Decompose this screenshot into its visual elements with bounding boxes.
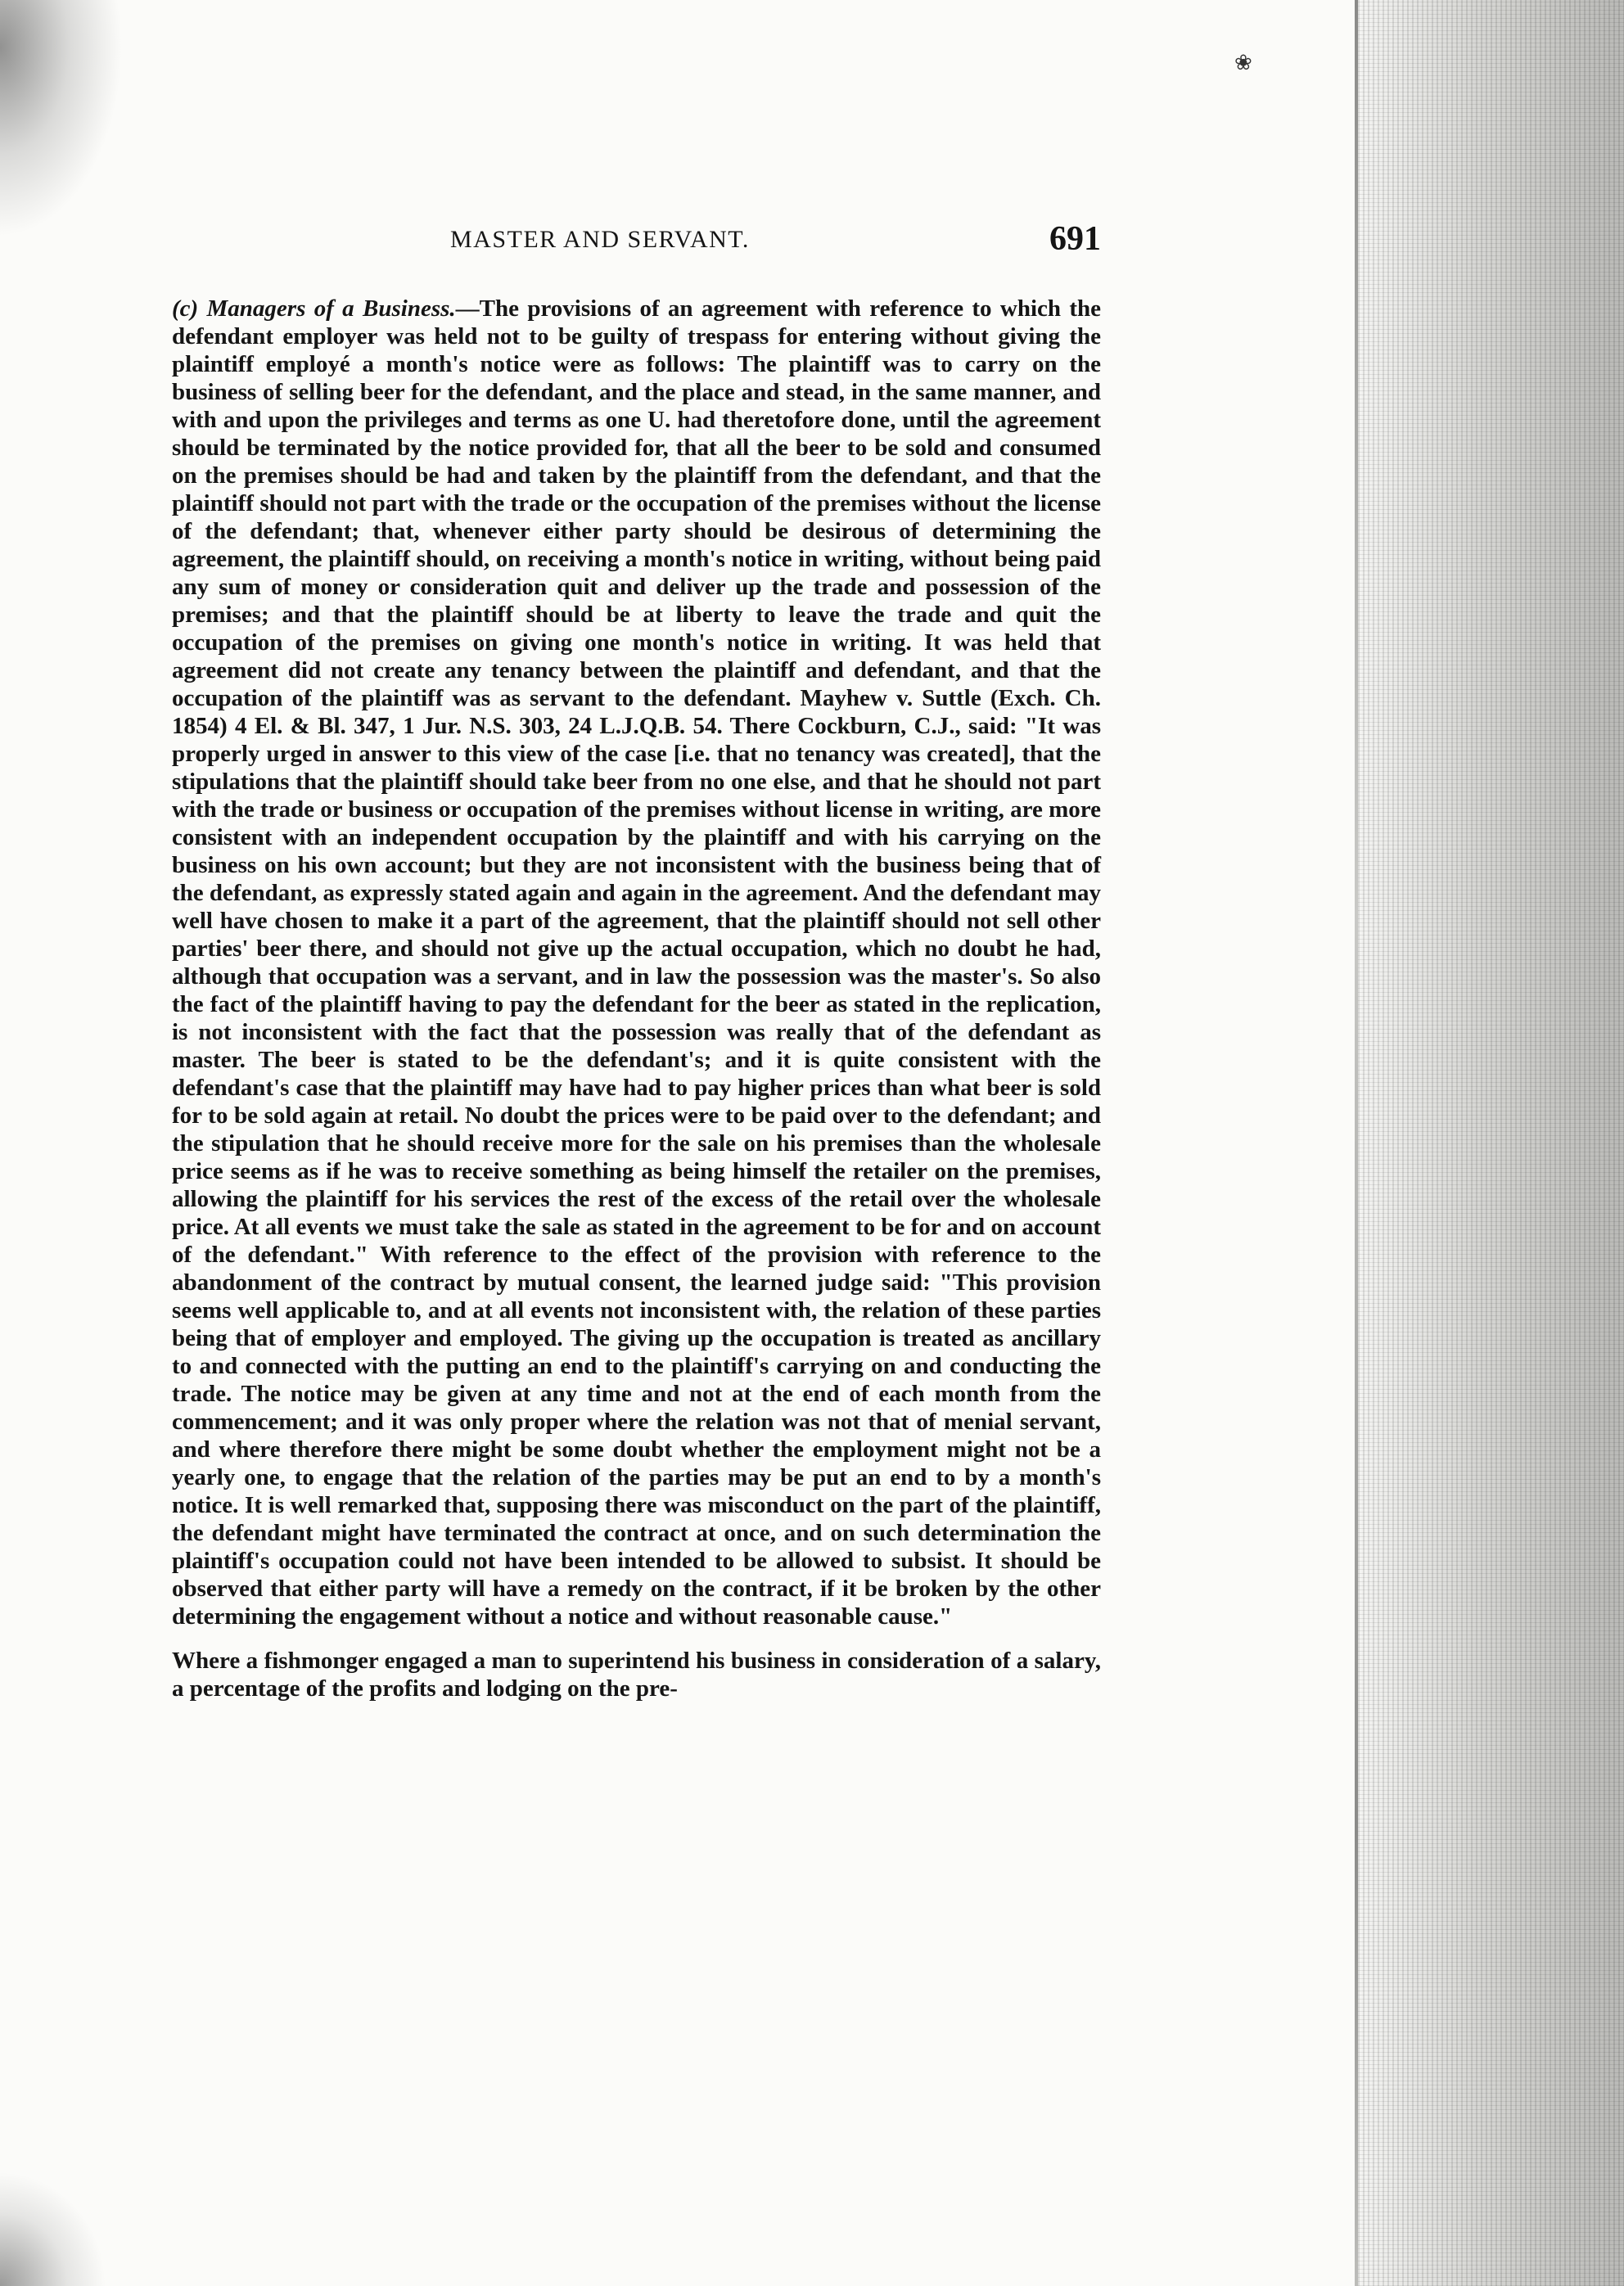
paragraph xyxy=(172,1647,1101,1702)
section-lead: (c) Managers of a Business. xyxy=(172,295,456,322)
page-header xyxy=(172,219,1101,260)
page-number: 691 xyxy=(1049,220,1101,258)
paragraph xyxy=(172,295,1101,1630)
running-head: MASTER AND SERVANT. xyxy=(450,226,750,253)
scan-shadow-bottom-left xyxy=(0,2171,106,2286)
scan-shadow-top-left xyxy=(0,0,123,237)
body-text xyxy=(172,295,1101,1702)
scan-noise-right-edge xyxy=(1358,0,1624,2286)
paragraph-text: —The provisions of an agreement with reference to which the defendant employer was held not to be guilty of trespass for entering without giving the plaintiff employé a month's notice were as follows: The plaintiff was to carry on the business of selling beer for the defendant, and the place and stead, in the same manner, and with and upon the privileges and terms as one U. had theretofore done, until the agreement should be terminated by the notice provided for, that all the beer to be sold and consumed on the premises should be had and taken by the plaintiff from the defendant, and that the plaintiff should not part with the trade or the occupation of the premises without the license of the defendant; that, whenever either party should be desirous of determining the agreement, the plaintiff should, on receiving a month's notice in writing, without being paid any sum of money or consideration quit and deliver up the trade and possession of the premises; and that the plaintiff should be at liberty to leave the trade and quit the occupation of the premises on giving one month's notice in writing. It was held that agreement did not create any tenancy between the plaintiff and defendant, and that the occupation of the plaintiff was as servant to the defendant. Mayhew v. Suttle (Exch. Ch. 1854) 4 El. & Bl. 347, 1 Jur. N.S. 303, 24 L.J.Q.B. 54. There Cockburn, C.J., said: "It was properly urged in answer to this view of the case [i.e. that no tenancy was created], that the stipulations that the plaintiff should take beer from no one else, and that he should not part with the trade or business or occupation of the premises without license in writing, are more consistent with an independent occupation by the plaintiff and with his carrying on the business on his own account; but they are not inconsistent with the business being that of the defendant, as expressly stated again and again in the agreement. And the defendant may well have chosen to make it a part of the agreement, that the plaintiff should not sell other parties' beer there, and should not give up the actual occupation, which no doubt he had, although that occupation was a servant, and in law the possession was the master's. So also the fact of the plaintiff having to pay the defendant for the beer as stated in the replication, is not inconsistent with the fact that the possession was really that of the defendant as master. The beer is stated to be the defendant's; and it is quite consistent with the defendant's case that the plaintiff may have had to pay higher prices than what beer is sold for to be sold again at retail. No doubt the prices were to be paid over to the defendant; and the stipulation that he should receive more for the sale on his premises than the wholesale price seems as if he was to receive something as being himself the retailer on the premises, allowing the plaintiff for his services the rest of the excess of the retail over the wholesale price. At all events we must take the sale as stated in the agreement to be for and on account of the defendant." With reference to the effect of the provision with reference to the abandonment of the contract by mutual consent, the learned judge said: "This provision seems well applicable to, and at all events not inconsistent with, the relation of these parties being that of employer and employed. The giving up the occupation is treated as ancillary to and connected with the putting an end to the plaintiff's carrying on and conducting the trade. The notice may be given at any time and not at the end of each month from the commencement; and it was only proper where the relation was not that of menial servant, and where therefore there might be some doubt whether the employment might not be a yearly one, to engage that the relation of the parties may be put an end to by a month's notice. It is well remarked that, supposing there was misconduct on the part of the plaintiff, the defendant might have terminated the contract at once, and on such determination the plaintiff's occupation could not have been intended to be allowed to subsist. It should be observed that either party will have a remedy on the contract, if it be broken by the other determining the engagement without a notice and without reasonable cause." xyxy=(172,295,1101,1630)
paragraph-text: Where a fishmonger engaged a man to superintend his business in consideration of a salary, a percentage of the profits and lodging on the pre- xyxy=(172,1648,1101,1702)
ornament-mark: ❀ xyxy=(1234,51,1252,74)
